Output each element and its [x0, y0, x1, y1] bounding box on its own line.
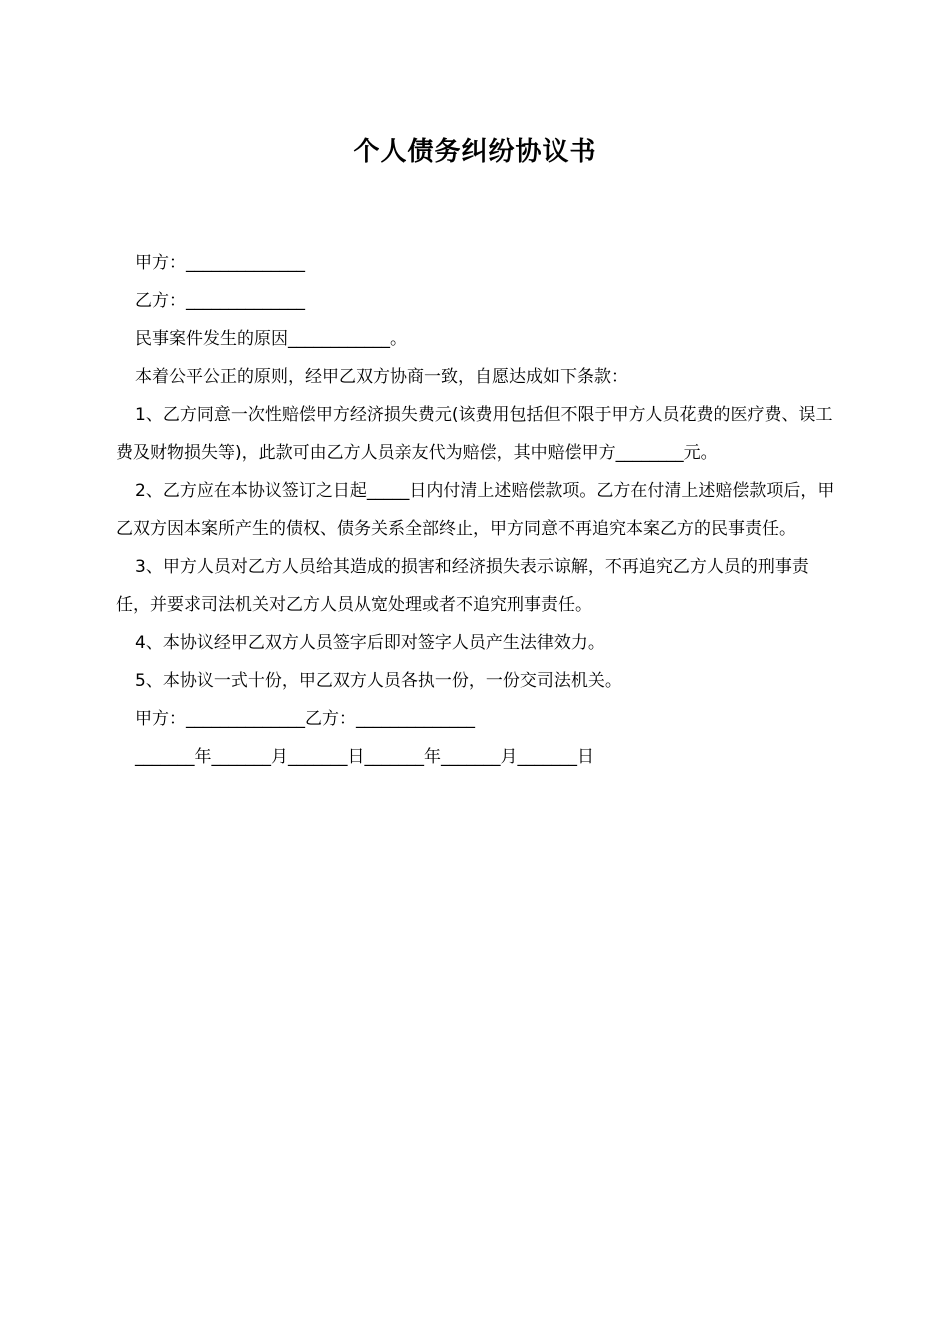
clause-2: 2、乙方应在本协议签订之日起_____日内付清上述赔偿款项。乙方在付清上述赔偿款项后，甲乙双方因本案所产生的债权、债务关系全部终止，甲方同意不再追究本案乙方的民事责任。: [116, 481, 835, 539]
clause-1: 1、乙方同意一次性赔偿甲方经济损失费元(该费用包括但不限于甲方人员花费的医疗费、误工费及财物损失等)，此款可由乙方人员亲友代为赔偿，其中赔偿甲方________元。: [116, 405, 833, 463]
clause-4: 4、本协议经甲乙双方人员签字后即对签字人员产生法律效力。: [135, 633, 605, 653]
party-a-line: 甲方：______________: [135, 253, 305, 273]
document-title: 个人债务纠纷协议书: [353, 137, 597, 167]
case-cause-line: 民事案件发生的原因____________。: [135, 329, 407, 349]
document-body: [116, 244, 836, 776]
signature-line: 甲方：______________乙方：______________: [135, 709, 475, 729]
clause-5: 5、本协议一式十份，甲乙双方人员各执一份，一份交司法机关。: [135, 671, 622, 691]
clause-3: 3、甲方人员对乙方人员给其造成的损害和经济损失表示谅解，不再追究乙方人员的刑事责任，并要求司法机关对乙方人员从宽处理或者不追究刑事责任。: [116, 557, 809, 615]
date-line: _______年_______月_______日_______年_______月_______日: [135, 747, 594, 767]
preamble-paragraph: 本着公平公正的原则，经甲乙双方协商一致，自愿达成如下条款：: [135, 367, 628, 387]
party-b-line: 乙方：______________: [135, 291, 305, 311]
